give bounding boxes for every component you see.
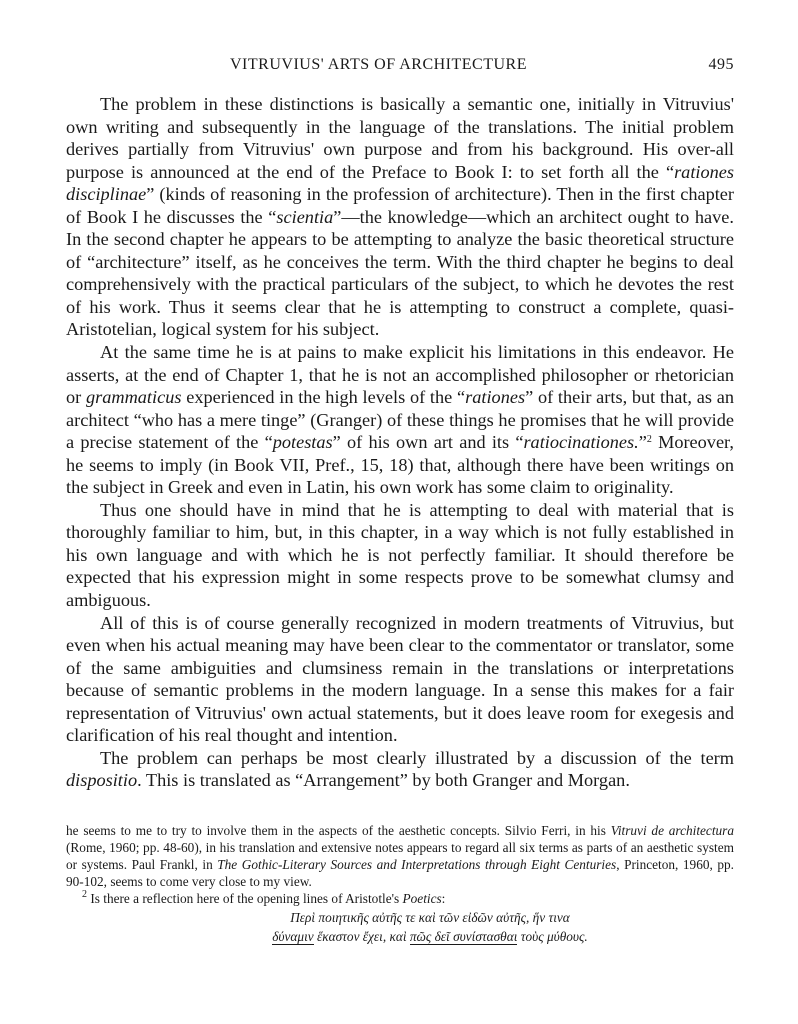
running-title: VITRUVIUS' ARTS OF ARCHITECTURE bbox=[230, 56, 527, 73]
footnote-2-mark: 2 bbox=[82, 889, 87, 900]
footnotes bbox=[66, 822, 734, 946]
paragraph-4: All of this is of course generally recognized in modern treatments of Vitruvius, but even when his actual meaning may have been clear to the commentator or translator, some of the same ambiguities and clumsiness remain in the translations or interpretations because of semantic problems in the modern language. In a sense this makes for a fair representation of Vitruvius' own actual statements, but it does leave room for exegesis and clarification of his real thought and intention. bbox=[66, 612, 734, 746]
main-text bbox=[66, 93, 734, 792]
greek-underlined-2: πῶς δεῖ συνίστασθαι bbox=[409, 929, 518, 944]
greek-line-1: Περὶ ποιητικῆς αὐτῆς τε καὶ τῶν εἰδῶν αὐτῆς, ἥν τινα bbox=[290, 910, 570, 925]
greek-line-2: δύναμιν ἕκαστον ἔχει, καὶ πῶς δεῖ συνίστασθαι τοὺς μύθους. bbox=[272, 929, 588, 944]
greek-underlined-1: δύναμιν bbox=[272, 929, 314, 944]
page-number: 495 bbox=[708, 56, 734, 73]
paragraph-5: The problem can perhaps be most clearly illustrated by a discussion of the term dispositio. This is translated as “Arrangement” by both Granger and Morgan. bbox=[66, 747, 734, 791]
greek-quotation bbox=[66, 908, 734, 946]
running-header bbox=[66, 56, 734, 80]
paragraph-1: The problem in these distinctions is basically a semantic one, initially in Vitruvius' own writing and subsequently in the language of the translations. The initial problem derives partially from Vitruvius' own purpose and from his background. His over-all purpose is announced at the end of the Preface to Book I: to set forth all the “rationes disciplinae” (kinds of reasoning in the profession of architecture). Then in the first chapter of Book I he discusses the “scientia”—the knowledge—which an architect ought to have. In the second chapter he appears to be attempting to analyze the basic theoretical structure of “architecture” itself, as he conceives the term. With the third chapter he begins to deal comprehensively with the practical particulars of the subject, to which he devotes the rest of his work. Thus it seems clear that he is attempting to construct a complete, quasi-Aristotelian, logical system for his subject. bbox=[66, 94, 734, 340]
footnote-ref-2: 2 bbox=[646, 434, 652, 446]
footnote-continuation: he seems to me to try to involve them in the aspects of the aesthetic concepts. Silvio Ferri, in his Vitruvi de architectura (Rome, 1960; pp. 48-60), in his translation and extensive notes appears to regard all six terms as parts of an aesthetic system or systems. Paul Frankl, in The Gothic-Literary Sources and Interpretations through Eight Centuries, Princeton, 1960, pp. 90-102, seems to come very close to my view. bbox=[66, 823, 735, 889]
footnote-2: $^2$ Is there a reflection here of the opening lines of Aristotle's Poetics: bbox=[82, 889, 446, 906]
paragraph-2: At the same time he is at pains to make explicit his limitations in this endeavor. He asserts, at the end of Chapter 1, that he is not an accomplished philosopher or rhetorician or grammaticus experienced in the high levels of the “rationes” of their arts, but that, as an architect “who has a mere tinge” (Granger) of these things he promises that he will provide a precise statement of the “potestas” of his own art and its “ratiocinationes.”$^2$ Moreover, he seems to imply (in Book VII, Pref., 15, 18) that, although there have been writings on the subject in Greek and even in Latin, his own work has some claim to originality. bbox=[66, 342, 734, 498]
paragraph-3: Thus one should have in mind that he is attempting to deal with material that is thoroughly familiar to him, but, in this chapter, in a way which is not fully established in his own language and with which he is not perfectly familiar. It should therefore be expected that his expression might in some respects prove to be somewhat clumsy and ambiguous. bbox=[66, 499, 734, 611]
